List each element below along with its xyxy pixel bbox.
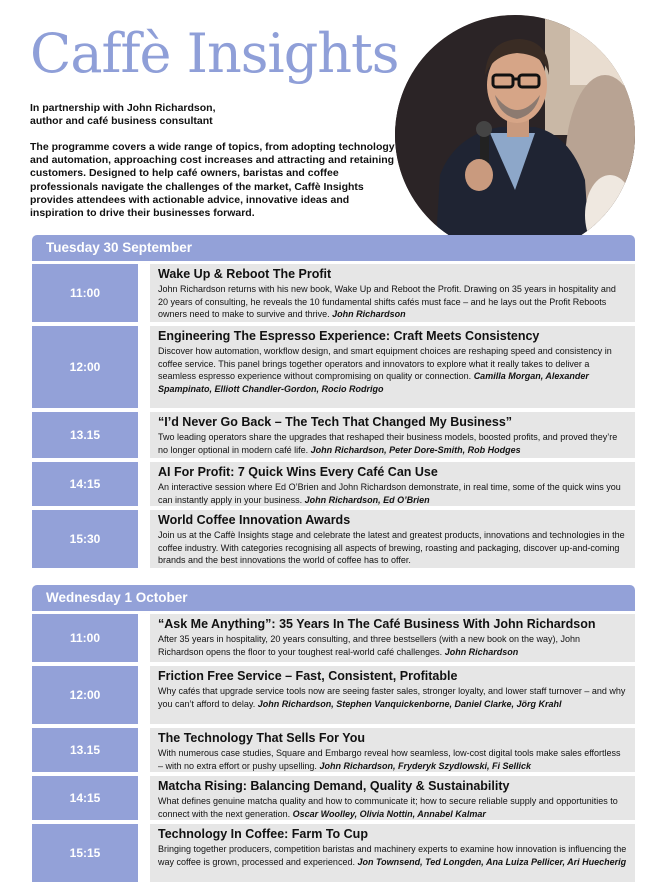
session-time: 12:00 xyxy=(32,666,138,724)
session-speakers: John Richardson xyxy=(332,309,406,319)
session-content xyxy=(150,462,635,506)
session-description xyxy=(158,685,627,710)
session-title: World Coffee Innovation Awards xyxy=(158,513,351,527)
session-time: 14:15 xyxy=(32,776,138,820)
session-tue-4 xyxy=(32,462,635,506)
session-time: 15:15 xyxy=(32,824,138,882)
session-description: Join us at the Caffè Insights stage and celebrate the latest and greatest products, innovations and technologies in the coffee industry. With categories recognising all aspects of brewing, roasting and packaging, discover up-and-coming brands and the best innovations the world of coffee has to offer. xyxy=(158,530,625,565)
day-header-wednesday: Wednesday 1 October xyxy=(32,585,635,611)
speaker-photo xyxy=(395,15,635,255)
session-content xyxy=(150,666,635,724)
speaker-photo-illustration xyxy=(395,15,635,255)
session-wed-1 xyxy=(32,614,635,662)
session-content xyxy=(150,728,635,772)
session-description xyxy=(158,345,627,395)
session-title: Wake Up & Reboot The Profit xyxy=(158,267,332,281)
session-tue-3 xyxy=(32,412,635,458)
session-description xyxy=(158,747,627,772)
session-title: “I’d Never Go Back – The Tech That Changed My Business” xyxy=(158,415,513,429)
session-tue-5 xyxy=(32,510,635,568)
session-speakers: Oscar Woolley, Olivia Nottin, Annabel Kalmar xyxy=(292,808,486,819)
session-title: The Technology That Sells For You xyxy=(158,731,365,745)
partnership-note xyxy=(30,102,360,128)
page-title: Caffè Insights xyxy=(30,22,399,85)
description-text: Bringing together producers, competition baristas and machinery experts to examine how innovation is influencing the way coffee is grown, processed and experienced. xyxy=(158,844,627,867)
session-wed-5 xyxy=(32,824,635,882)
session-time: 13.15 xyxy=(32,728,138,772)
partnership-line-1: In partnership with John Richardson, xyxy=(30,102,216,114)
session-title: Friction Free Service – Fast, Consistent, Profitable xyxy=(158,669,458,683)
session-speakers: Camilla Morgan, Alexander Spampinato, Elliott Chandler-Gordon, Rocio Rodrigo xyxy=(158,371,589,394)
session-speakers: John Richardson, Peter Dore-Smith, Rob Hodges xyxy=(310,444,521,455)
session-speakers: John Richardson, Fryderyk Szydlowski, Fi Sellick xyxy=(319,760,532,771)
description-text: What defines genuine matcha quality and how to communicate it; how to secure reliable supply and opportunities to connect with the next generation. xyxy=(158,796,618,819)
session-speakers: John Richardson, Ed O’Brien xyxy=(304,494,430,505)
session-tue-1 xyxy=(32,264,635,322)
session-content xyxy=(150,412,635,458)
session-title: Technology In Coffee: Farm To Cup xyxy=(158,827,368,841)
session-content xyxy=(150,264,635,322)
session-time: 11:00 xyxy=(32,614,138,662)
description-text: John Richardson returns with his new book, Wake Up and Reboot the Profit. Drawing on 35 years in hospitality and 20 years of consulting, he reveals the 10 fundamental shifts cafés must face – and he lays out the Profit Reboots owners need to make to survive and thrive. xyxy=(158,284,616,319)
session-time: 13.15 xyxy=(32,412,138,458)
session-description xyxy=(158,283,627,321)
session-speakers: John Richardson xyxy=(444,646,519,657)
session-description xyxy=(158,481,627,506)
session-content xyxy=(150,510,635,568)
session-wed-2 xyxy=(32,666,635,724)
description-text: Two leading operators share the upgrades that reshaped their business models, boosted profits, and proved they’re no longer optional in modern café life. xyxy=(158,432,618,455)
session-title: “Ask Me Anything”: 35 Years In The Café Business With John Richardson xyxy=(158,617,596,631)
session-speakers: Jon Townsend, Ted Longden, Ana Luiza Pellicer, Ari Huecherig xyxy=(357,856,627,867)
day-header-tuesday: Tuesday 30 September xyxy=(32,235,635,261)
session-tue-2 xyxy=(32,326,635,408)
session-content xyxy=(150,824,635,882)
session-wed-3 xyxy=(32,728,635,772)
description-text: After 35 years in hospitality, 20 years consulting, and three bestsellers (with a new book on the way), John Richardson opens the floor to your toughest real-world café challenges. xyxy=(158,634,581,657)
programme-intro: The programme covers a wide range of topics, from adopting technology and automation, approaching cost increases and attracting and retaining customers. Designed to help café owners, baristas and coffee professionals navigate the challenges of the market, Caffè Insights provides attendees with actionable advice, innovative ideas and inspiration to drive their businesses forward. xyxy=(30,141,395,220)
session-time: 14:15 xyxy=(32,462,138,506)
session-description xyxy=(158,431,627,456)
session-time: 11:00 xyxy=(32,264,138,322)
session-description xyxy=(158,843,627,868)
session-title: Engineering The Espresso Experience: Craft Meets Consistency xyxy=(158,329,540,343)
description-text: An interactive session where Ed O’Brien and John Richardson demonstrate, in real time, some of the quick wins you can instantly apply in your business. xyxy=(158,482,621,505)
session-content xyxy=(150,614,635,662)
session-title: AI For Profit: 7 Quick Wins Every Café Can Use xyxy=(158,465,438,479)
session-title: Matcha Rising: Balancing Demand, Quality & Sustainability xyxy=(158,779,510,793)
description-text: Why cafés that upgrade service tools now are seeing faster sales, stronger loyalty, and lower staff turnover – and why you can’t afford to delay. xyxy=(158,686,626,709)
session-description xyxy=(158,633,627,658)
session-content xyxy=(150,776,635,820)
description-text: With numerous case studies, Square and Embargo reveal how seamless, low-cost digital tools make sales effortless – with no extra effort or pushy upselling. xyxy=(158,748,621,771)
session-time: 12:00 xyxy=(32,326,138,408)
partnership-line-2: author and café business consultant xyxy=(30,115,213,127)
session-time: 15:30 xyxy=(32,510,138,568)
description-text: Discover how automation, workflow design, and smart equipment choices are reshaping speed and consistency in coffee service. This panel brings together operators and innovators to explore what it really takes to deliver a seamless espresso experience without compromising on quality or connection. xyxy=(158,346,612,381)
session-content xyxy=(150,326,635,408)
session-speakers: John Richardson, Stephen Vanquickenborne, Daniel Clarke, Jörg Krahl xyxy=(257,698,562,709)
session-wed-4 xyxy=(32,776,635,820)
session-description xyxy=(158,795,627,820)
